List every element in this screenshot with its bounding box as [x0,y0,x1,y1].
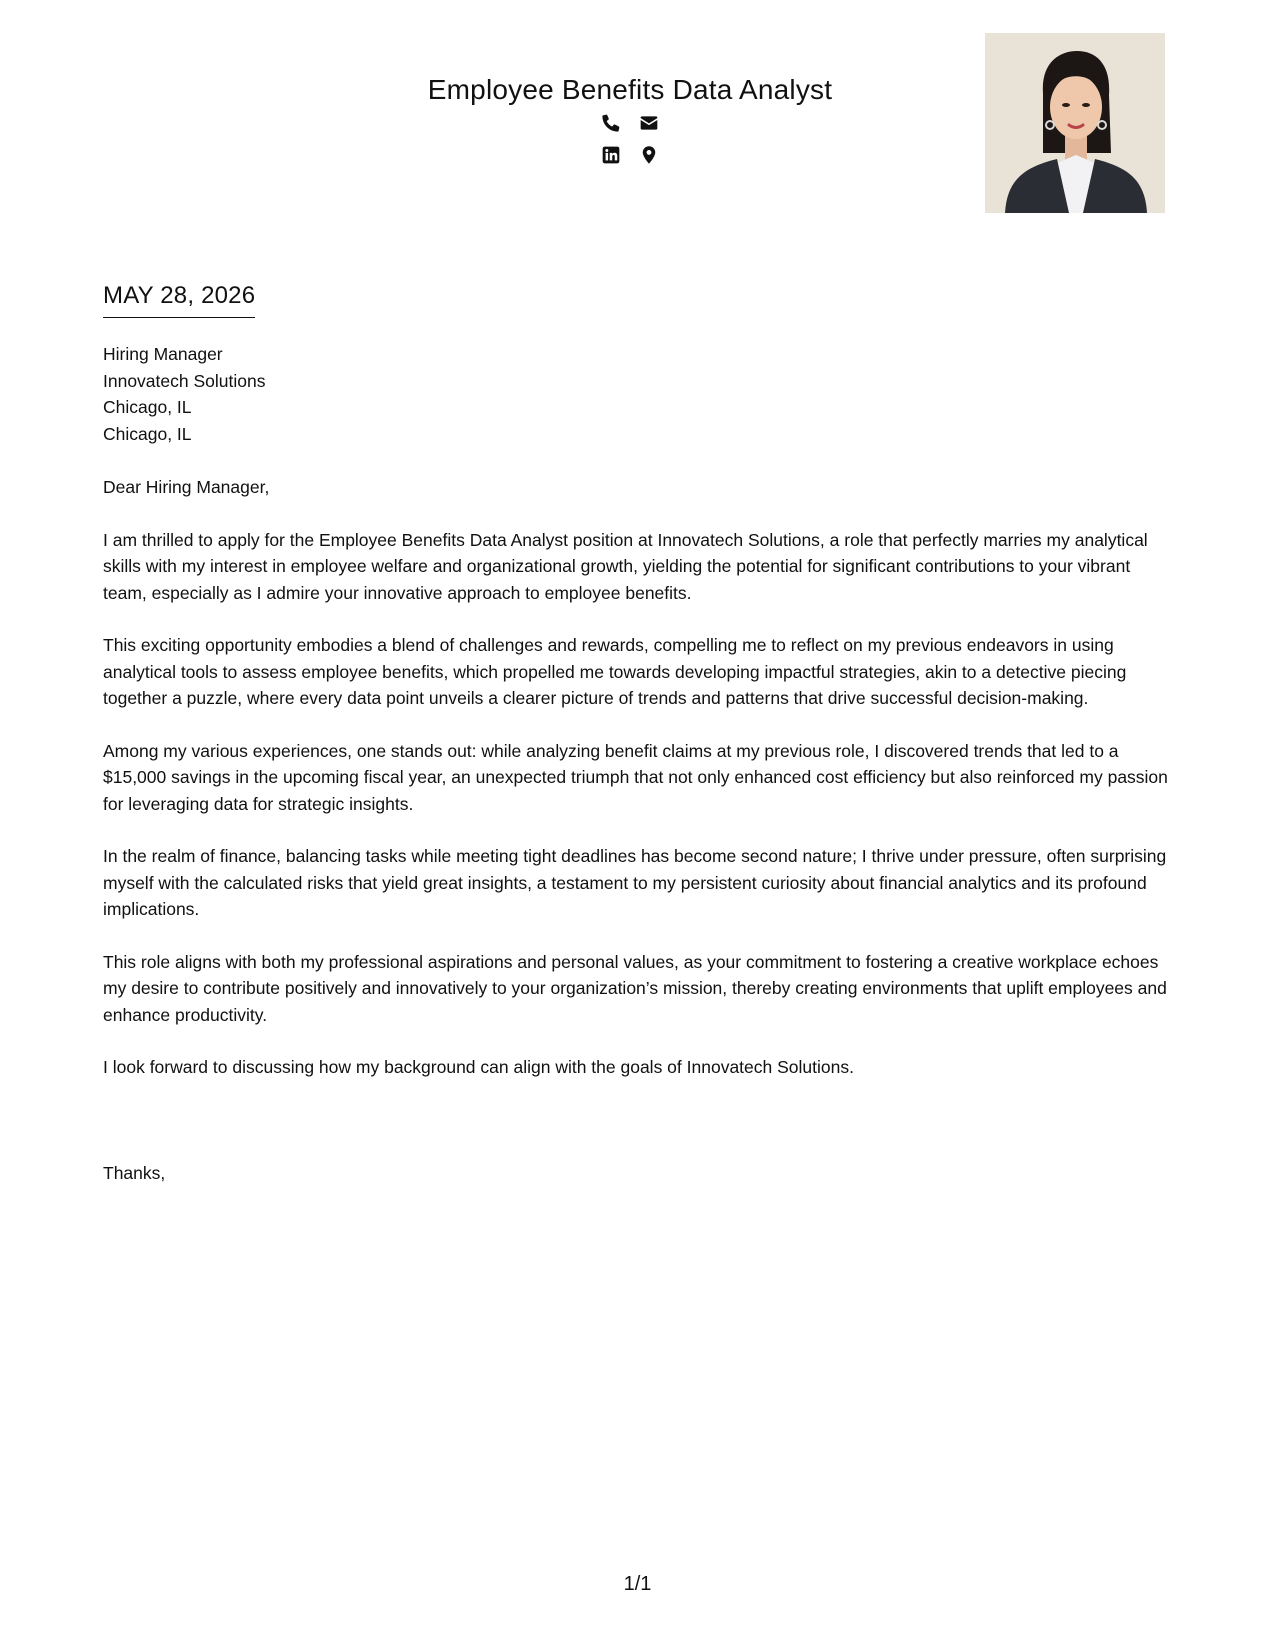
recipient-line: Chicago, IL [103,397,192,417]
recipient-line: Chicago, IL [103,423,192,444]
letter-paragraph: This exciting opportunity embodies a blend of challenges and rewards, compelling me to reflect on my previous endeavors in using analytical tools to assess employee benefits, which propelled me towards developing impactful strategies, akin to a detective piecing together a puzzle, where every data point unveils a clearer picture of trends and patterns that drive successful decision-making. [103,635,1127,708]
recipient-line: Hiring Manager [103,344,223,364]
salutation: Dear Hiring Manager, [103,477,270,497]
letter-paragraph: This role aligns with both my professional aspirations and personal values, as your commitment to fostering a creative workplace echoes my desire to contribute positively and innovatively to your organization’s mission, thereby creating environments that uplift employees and enhance productivity. [103,951,1167,1025]
letter-paragraph: Among my various experiences, one stands out: while analyzing benefit claims at my previous role, I discovered trends that led to a $15,000 savings in the upcoming fiscal year, an unexpected triumph that not only enhanced cost efficiency but also reinforced my passion for leveraging data for strategic insights. [103,740,1168,814]
recipient-line: Innovatech Solutions [103,370,266,391]
letter-paragraph: I am thrilled to apply for the Employee Benefits Data Analyst position at Innovatech Solutions, a role that perfectly marries my analytical skills with my interest in employee welfare and organizational growth, yielding the potential for significant contributions to your vibrant team, especially as I admire your innovative approach to employee benefits. [103,529,1148,603]
closing: Thanks, [103,1163,166,1183]
document-title: Employee Benefits Data Analyst [427,74,833,105]
letter-paragraph: In the realm of finance, balancing tasks while meeting tight deadlines has become second nature; I thrive under pressure, often surprising myself with the calculated risks that yield great insights, a testament to my persistent curiosity about financial analytics and its profound implications. [103,846,1167,919]
contact-row-bottom [300,145,960,165]
letter-paragraph: I look forward to discussing how my background can align with the goals of Innovatech Solutions. [103,1057,854,1077]
page-number: 1/1 [623,1573,652,1595]
linkedin-icon[interactable] [601,145,621,165]
recipient-address [103,341,265,447]
date-block [103,280,255,318]
letter-body [103,474,1173,1107]
letter-date: MAY 28, 2026 [103,280,255,318]
contact-row-top [300,113,960,133]
profile-photo [985,33,1165,213]
map-pin-icon[interactable] [639,145,659,165]
envelope-icon[interactable] [639,113,659,133]
phone-icon[interactable] [601,113,621,133]
